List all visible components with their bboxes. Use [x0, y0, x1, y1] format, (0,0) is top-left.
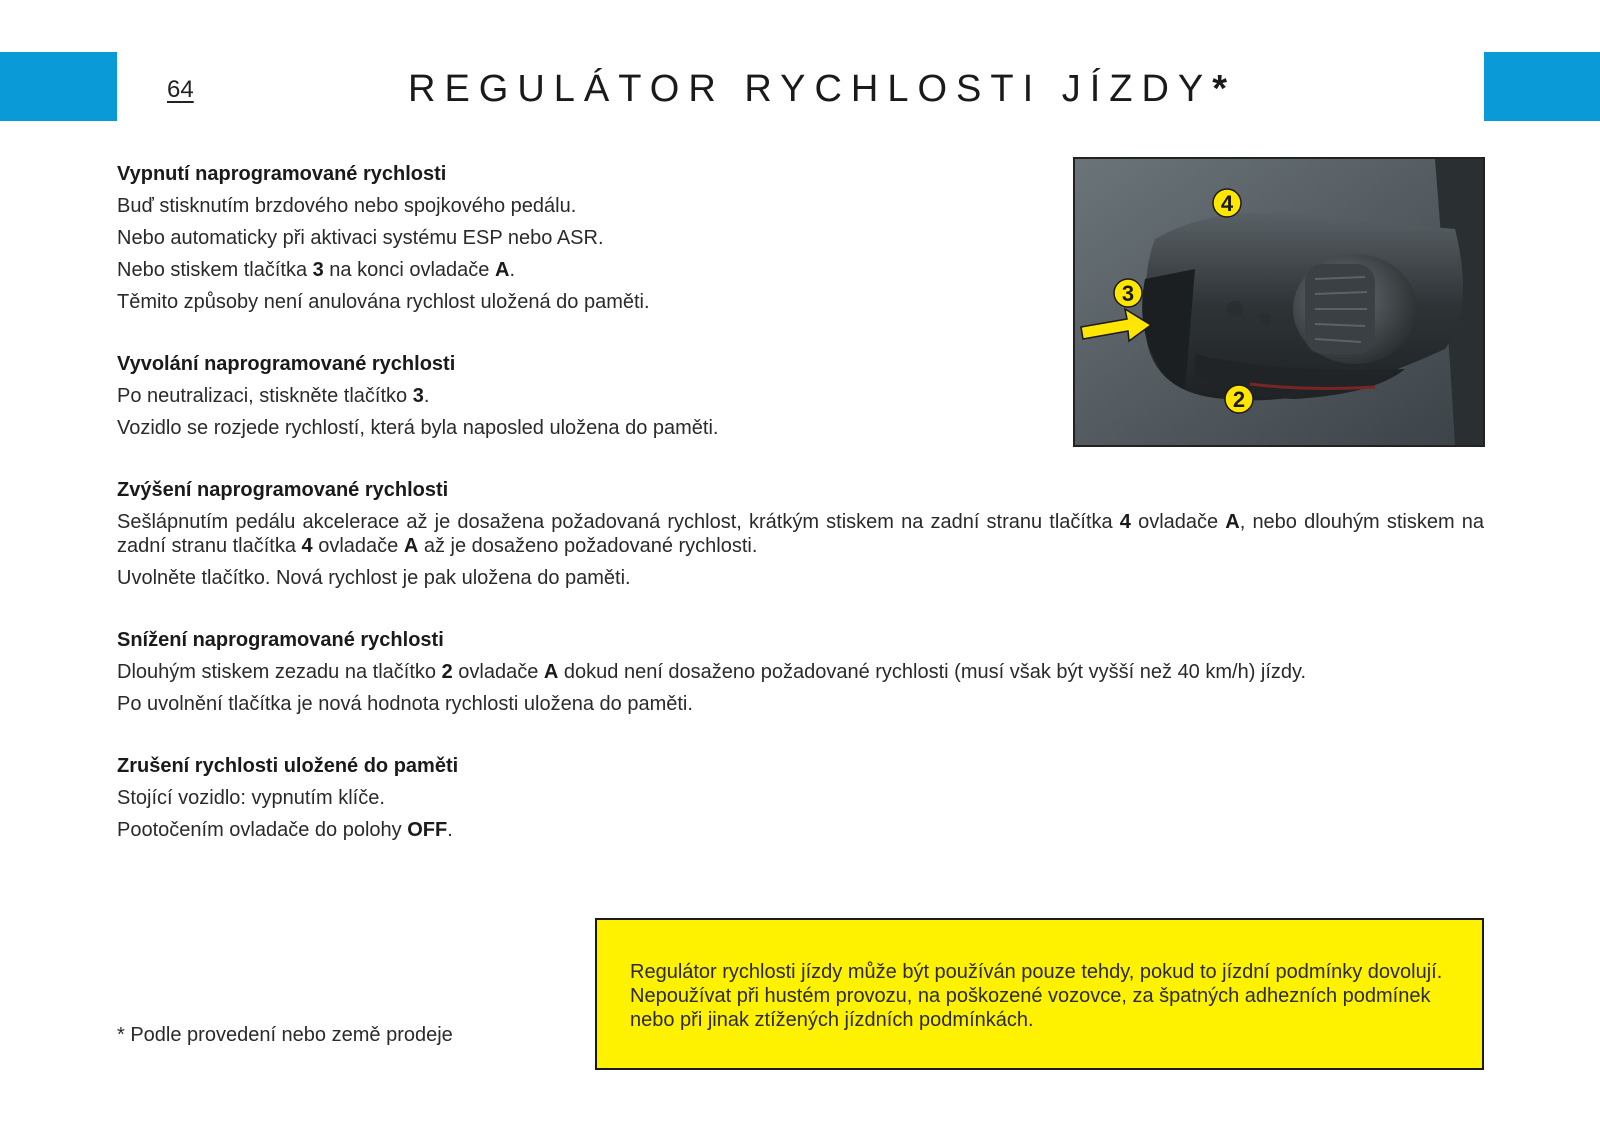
page-number: 64	[167, 76, 194, 103]
footnote: * Podle provedení nebo země prodeje	[117, 1024, 453, 1046]
page-title-text: REGULÁTOR RYCHLOSTI JÍZDY	[408, 68, 1213, 110]
paragraph: Sešlápnutím pedálu akcelerace až je dosažena požadovaná rychlost, krátkým stiskem na zadní stranu tlačítka 4 ovladače A, nebo dlouhým stiskem na zadní stranu tlačítka 4 ovladače A až je dosaženo požadované rychlosti.	[117, 511, 1484, 557]
section-heading: Snížení naprogramované rychlosti	[117, 629, 444, 651]
section-recall	[117, 348, 1047, 444]
section-decrease	[117, 624, 1484, 720]
paragraph: Stojící vozidlo: vypnutím klíče.	[117, 787, 385, 809]
paragraph: Uvolněte tlačítko. Nová rychlost je pak uložena do paměti.	[117, 567, 631, 589]
paragraph: Po neutralizaci, stiskněte tlačítko 3.	[117, 385, 430, 407]
paragraph: Dlouhým stiskem zezadu na tlačítko 2 ovladače A dokud není dosaženo požadované rychlosti (musí však být vyšší než 40 km/h) jízdy.	[117, 661, 1307, 683]
section-cancel	[117, 750, 1484, 846]
paragraph: Pootočením ovladače do polohy OFF.	[117, 819, 453, 841]
section-heading: Vyvolání naprogramované rychlosti	[117, 353, 456, 375]
section-heading: Zrušení rychlosti uložené do paměti	[117, 755, 459, 777]
paragraph: Těmito způsoby není anulována rychlost uložená do paměti.	[117, 291, 650, 313]
paragraph: Nebo automaticky při aktivaci systému ESP nebo ASR.	[117, 227, 604, 249]
svg-text:4: 4	[1220, 191, 1234, 216]
svg-text:2: 2	[1232, 387, 1246, 412]
warning-box	[595, 918, 1484, 1070]
svg-text:3: 3	[1121, 281, 1135, 306]
page-title-mark: *	[1212, 68, 1228, 110]
main-content	[117, 158, 1484, 876]
paragraph: Po uvolnění tlačítka je nová hodnota rychlosti uložena do paměti.	[117, 693, 693, 715]
page-title	[408, 68, 1227, 111]
paragraph: Vozidlo se rozjede rychlostí, která byla naposled uložena do paměti.	[117, 417, 719, 439]
warning-text: Regulátor rychlosti jízdy může být používán pouze tehdy, pokud to jízdní podmínky dovolují. Nepoužívat při hustém provozu, na poškozené vozovce, za špatných adhezních podmínek nebo při jinak ztížených jízdních podmínkách.	[630, 961, 1443, 1031]
section-heading: Zvýšení naprogramované rychlosti	[117, 479, 449, 501]
section-increase	[117, 474, 1484, 594]
section-disable	[117, 158, 1047, 318]
paragraph: Buď stisknutím brzdového nebo spojkového pedálu.	[117, 195, 577, 217]
header-tab-left	[0, 52, 117, 121]
paragraph: Nebo stiskem tlačítka 3 na konci ovladače A.	[117, 259, 515, 281]
header-tab-right	[1484, 52, 1600, 121]
section-heading: Vypnutí naprogramované rychlosti	[117, 163, 447, 185]
